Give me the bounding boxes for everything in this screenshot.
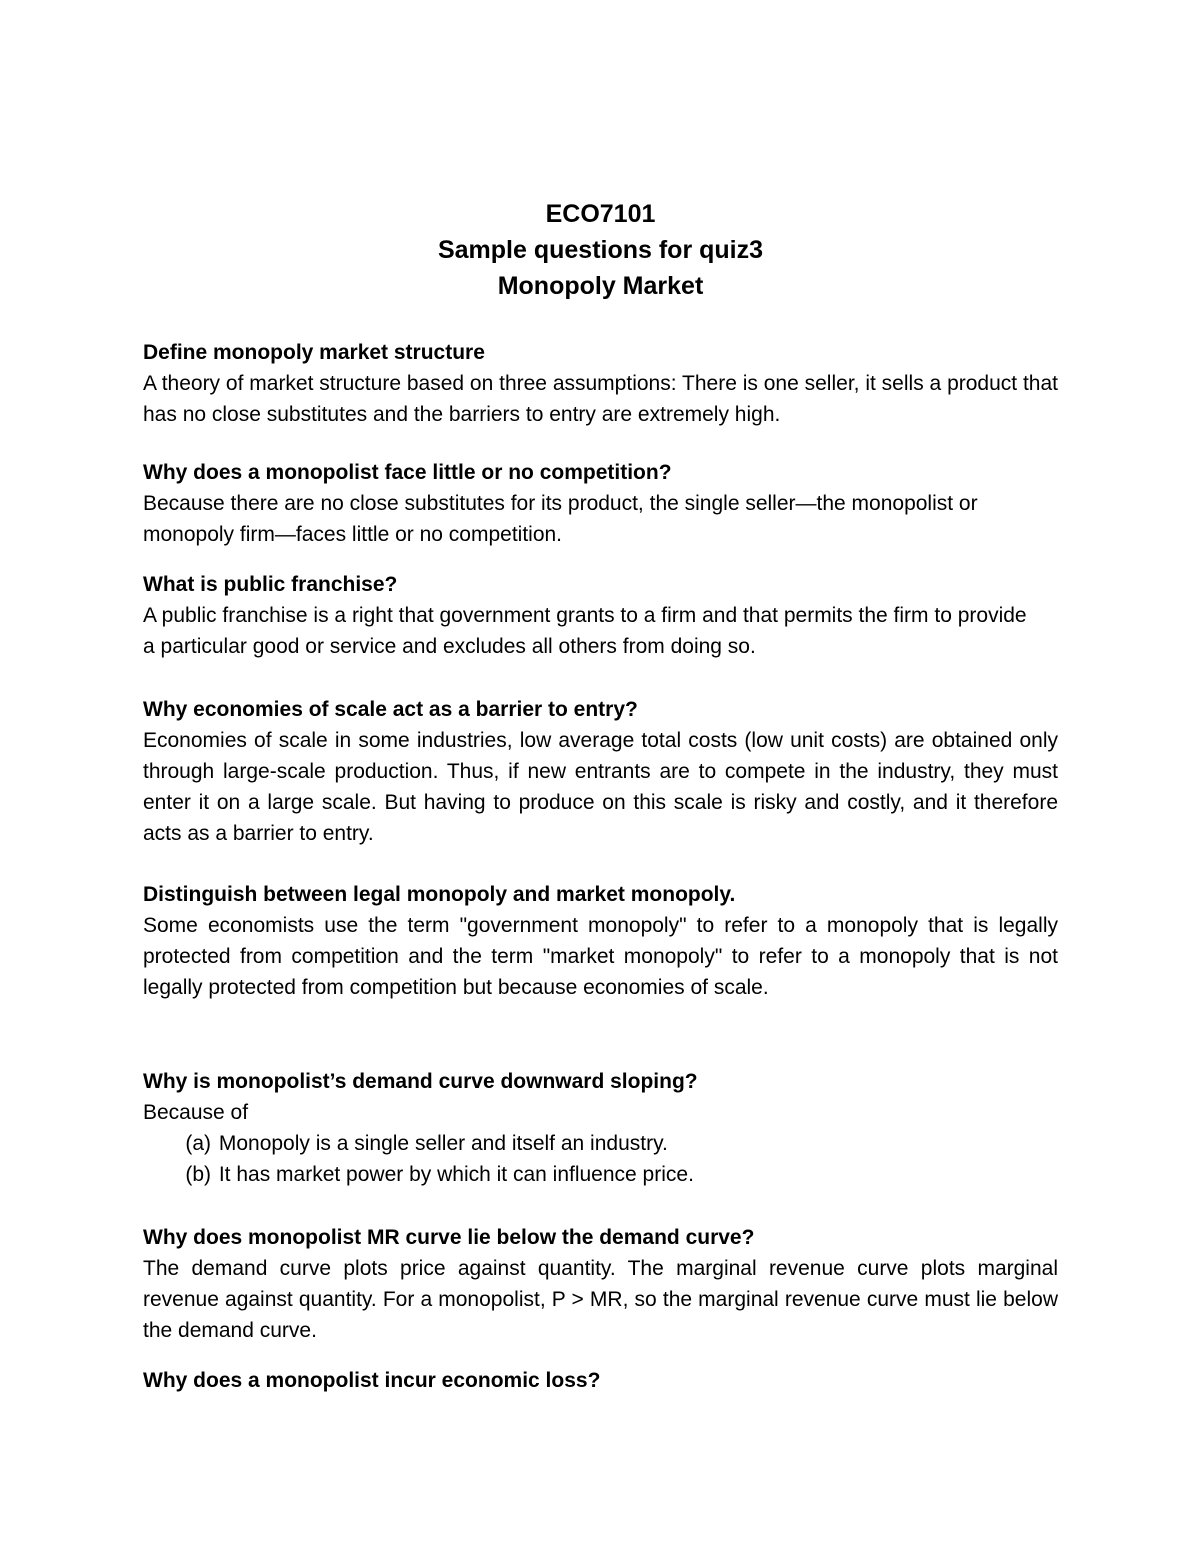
- answer-text: Economies of scale in some industries, low average total costs (low unit costs) are obtained only through large-scale production. Thus, if new entrants are to compete in the industry, they must enter it on a large scale. But having to produce on this scale is risky and costly, and it therefore acts as a barrier to entry.: [143, 729, 1058, 845]
- qa-block-3: [143, 569, 1058, 662]
- qa-block-4: [143, 694, 1058, 849]
- answer-text: Because there are no close substitutes for its product, the single seller—the monopolist or monopoly firm—faces little or no competition.: [143, 492, 978, 546]
- question-text: Why is monopolist’s demand curve downward sloping?: [143, 1070, 698, 1093]
- answer-text: A public franchise is a right that government grants to a firm and that permits the firm to provide a particular good or service and excludes all others from doing so.: [143, 604, 1027, 658]
- list-item: [143, 1159, 1058, 1190]
- qa-block-7: [143, 1222, 1058, 1346]
- document-header: [143, 196, 1058, 304]
- qa-block-1: [143, 337, 1058, 430]
- document-subtitle: Sample questions for quiz3: [437, 236, 764, 264]
- qa-block-2: [143, 457, 1058, 550]
- qa-block-6: [143, 1066, 1058, 1190]
- list-marker: (b): [185, 1163, 211, 1186]
- question-text: Why does a monopolist incur economic loss?: [143, 1369, 601, 1392]
- qa-block-8: [143, 1365, 1058, 1396]
- question-text: Why does monopolist MR curve lie below the demand curve?: [143, 1226, 755, 1249]
- list-item-text: It has market power by which it can influence price.: [218, 1163, 694, 1186]
- answer-text: The demand curve plots price against quantity. The marginal revenue curve plots marginal revenue against quantity. For a monopolist, P > MR, so the marginal revenue curve must lie below the demand curve.: [143, 1257, 1058, 1342]
- answer-text: Because of: [143, 1101, 249, 1124]
- document-topic: Monopoly Market: [497, 272, 704, 300]
- question-text: Why economies of scale act as a barrier to entry?: [143, 698, 638, 721]
- qa-block-5: [143, 879, 1058, 1003]
- course-code: ECO7101: [545, 200, 656, 228]
- question-text: What is public franchise?: [143, 573, 398, 596]
- question-text: Why does a monopolist face little or no competition?: [143, 461, 672, 484]
- answer-text: Some economists use the term "government monopoly" to refer to a monopoly that is legally protected from competition and the term "market monopoly" to refer to a monopoly that is not legally protected from competition but because economies of scale.: [143, 914, 1058, 999]
- question-text: Distinguish between legal monopoly and market monopoly.: [143, 883, 736, 906]
- question-text: Define monopoly market structure: [143, 341, 485, 364]
- list-item-text: Monopoly is a single seller and itself an industry.: [218, 1132, 668, 1155]
- list-item: [143, 1128, 1058, 1159]
- answer-list: [143, 1128, 1058, 1190]
- document-page: [143, 0, 1058, 1553]
- answer-text: A theory of market structure based on three assumptions: There is one seller, it sells a product that has no close substitutes and the barriers to entry are extremely high.: [143, 372, 1058, 426]
- list-marker: (a): [185, 1132, 211, 1155]
